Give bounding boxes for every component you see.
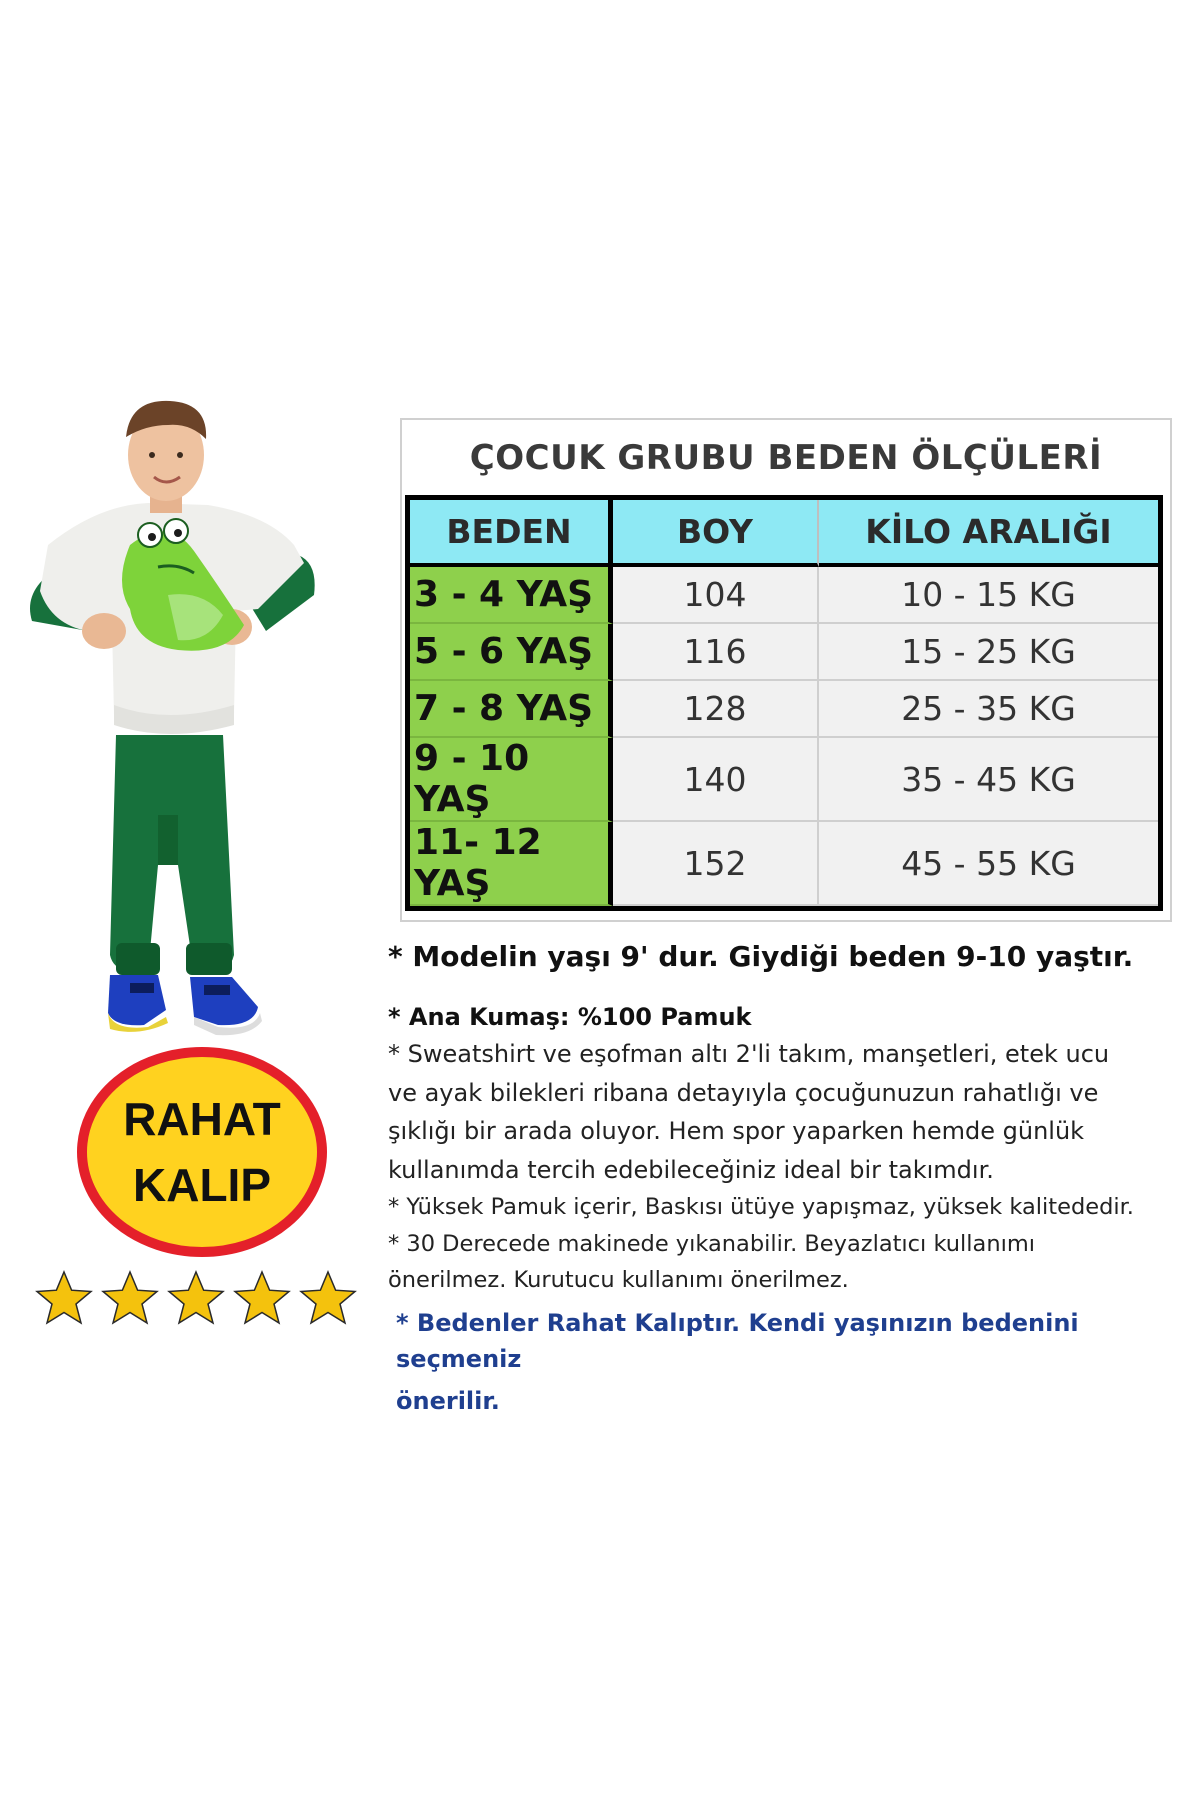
- star-icon: [166, 1268, 226, 1330]
- star-icon: [298, 1268, 358, 1330]
- column-header-size: BEDEN: [410, 500, 613, 567]
- row-height: 152: [613, 822, 819, 906]
- model-photo: [18, 395, 368, 1055]
- wash-line: önerilmez. Kurutucu kullanımı önerilmez.: [388, 1267, 849, 1293]
- row-height: 128: [613, 681, 819, 738]
- star-icon: [34, 1268, 94, 1330]
- row-age: 7 - 8 YAŞ: [410, 681, 613, 738]
- row-height: 104: [613, 567, 819, 624]
- size-advice-line: önerilir.: [396, 1386, 500, 1415]
- row-age: 5 - 6 YAŞ: [410, 624, 613, 681]
- size-chart: [400, 418, 1172, 922]
- description-line: kullanımda tercih edebileceğiniz ideal bir takımdır.: [388, 1155, 994, 1184]
- fabric-info: * Ana Kumaş: %100 Pamuk: [388, 1003, 752, 1031]
- row-age: 9 - 10 YAŞ: [410, 738, 613, 822]
- quality-info: * Yüksek Pamuk içerir, Baskısı ütüye yapışmaz, yüksek kalitededir.: [388, 1194, 1134, 1220]
- badge-line-1: RAHAT: [123, 1093, 281, 1145]
- product-notes: [388, 940, 1178, 1419]
- column-header-height: BOY: [613, 500, 819, 567]
- row-weight: 45 - 55 KG: [819, 822, 1158, 906]
- row-weight: 25 - 35 KG: [819, 681, 1158, 738]
- size-chart-title: ÇOCUK GRUBU BEDEN ÖLÇÜLERİ: [469, 438, 1103, 478]
- row-height: 116: [613, 624, 819, 681]
- rating-stars: [34, 1268, 364, 1338]
- star-icon: [100, 1268, 160, 1330]
- description-line: şıklığı bir arada oluyor. Hem spor yaparken hemde günlük: [388, 1117, 1085, 1145]
- comfort-fit-badge: [76, 1046, 328, 1258]
- badge-line-2: KALIP: [133, 1159, 271, 1211]
- row-age: 11- 12 YAŞ: [410, 822, 613, 906]
- size-advice-line: * Bedenler Rahat Kalıptır. Kendi yaşınızın bedenini seçmeniz: [396, 1308, 1079, 1373]
- description-line: ve ayak bilekleri ribana detayıyla çocuğunuzun rahatlığı ve: [388, 1078, 1099, 1107]
- row-height: 140: [613, 738, 819, 822]
- size-grid: [405, 495, 1163, 911]
- star-icon: [232, 1268, 292, 1330]
- row-weight: 10 - 15 KG: [819, 567, 1158, 624]
- row-age: 3 - 4 YAŞ: [410, 567, 613, 624]
- wash-line: * 30 Derecede makinede yıkanabilir. Beyazlatıcı kullanımı: [388, 1230, 1036, 1257]
- model-info: * Modelin yaşı 9' dur. Giydiği beden 9-10 yaştır.: [388, 940, 1134, 973]
- description-line: * Sweatshirt ve eşofman altı 2'li takım, manşetleri, etek ucu: [388, 1040, 1110, 1068]
- row-weight: 35 - 45 KG: [819, 738, 1158, 822]
- column-header-weight: KİLO ARALIĞI: [819, 500, 1158, 567]
- row-weight: 15 - 25 KG: [819, 624, 1158, 681]
